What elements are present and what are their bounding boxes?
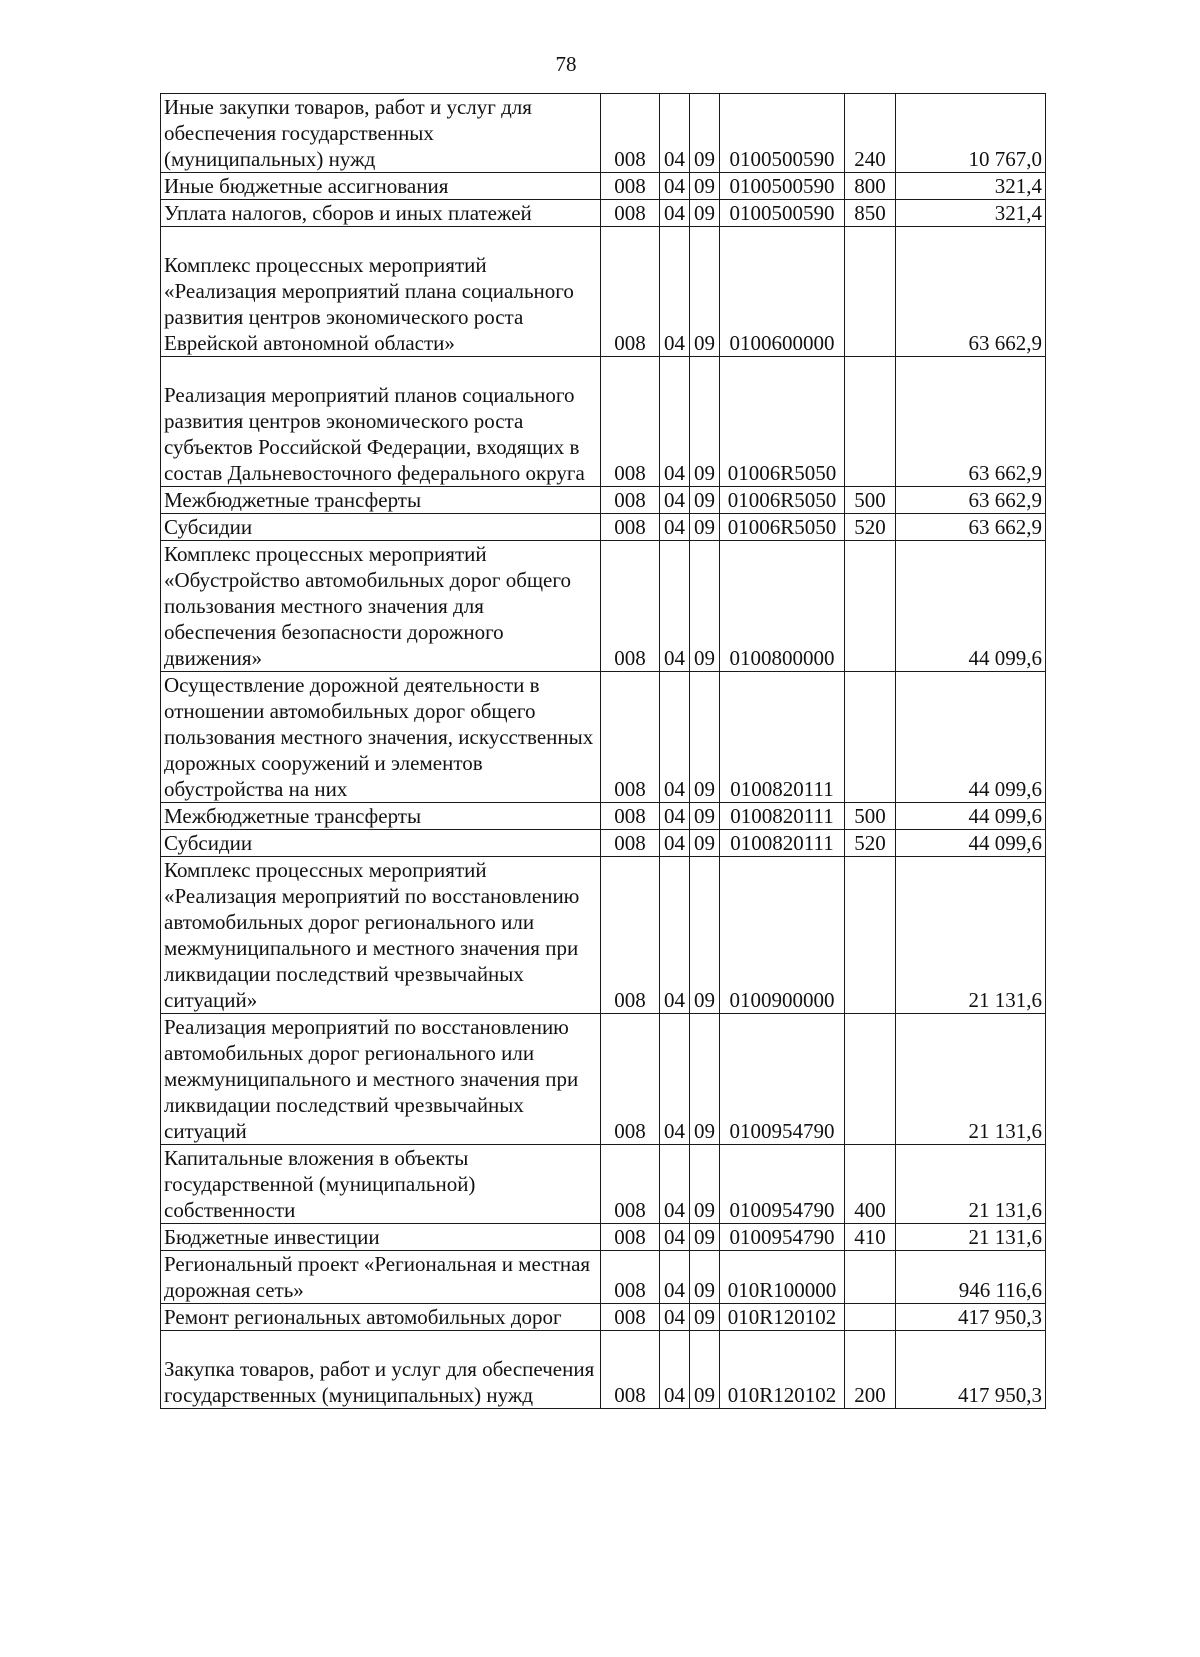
- target-article-code: 0100500590: [720, 173, 845, 200]
- amount: 21 131,6: [896, 1145, 1046, 1224]
- expense-type-code: 200: [845, 1331, 896, 1409]
- ministry-code: 008: [601, 1224, 660, 1251]
- section-code: 04: [660, 1145, 690, 1224]
- item-name: Иные закупки товаров, работ и услуг для обеспечения государственных (муниципальных) нужд: [161, 94, 601, 173]
- target-article-code: 0100820111: [720, 672, 845, 803]
- ministry-code: 008: [601, 1331, 660, 1409]
- expense-type-code: 520: [845, 830, 896, 857]
- section-code: 04: [660, 200, 690, 227]
- subsection-code: 09: [690, 514, 720, 541]
- subsection-code: 09: [690, 830, 720, 857]
- amount: 63 662,9: [896, 227, 1046, 357]
- target-article-code: 01006R5050: [720, 357, 845, 487]
- table-row: [161, 541, 1046, 672]
- item-name: Капитальные вложения в объекты государственной (муниципальной) собственности: [161, 1145, 601, 1224]
- ministry-code: 008: [601, 94, 660, 173]
- item-name: Закупка товаров, работ и услуг для обеспечения государственных (муниципальных) нужд: [161, 1331, 601, 1409]
- amount: 44 099,6: [896, 803, 1046, 830]
- section-code: 04: [660, 857, 690, 1014]
- section-code: 04: [660, 1224, 690, 1251]
- item-name: Межбюджетные трансферты: [161, 487, 601, 514]
- table-row: [161, 1014, 1046, 1145]
- expense-type-code: [845, 1304, 896, 1331]
- expense-type-code: [845, 857, 896, 1014]
- page-number: 78: [555, 52, 577, 76]
- expense-type-code: 800: [845, 173, 896, 200]
- expense-type-code: 410: [845, 1224, 896, 1251]
- ministry-code: 008: [601, 487, 660, 514]
- ministry-code: 008: [601, 1014, 660, 1145]
- budget-table: [160, 93, 1046, 1409]
- target-article-code: 010R100000: [720, 1251, 845, 1304]
- ministry-code: 008: [601, 227, 660, 357]
- subsection-code: 09: [690, 1014, 720, 1145]
- table-row: [161, 803, 1046, 830]
- ministry-code: 008: [601, 173, 660, 200]
- amount: 946 116,6: [896, 1251, 1046, 1304]
- expense-type-code: [845, 357, 896, 487]
- item-name: Бюджетные инвестиции: [161, 1224, 601, 1251]
- target-article-code: 0100500590: [720, 94, 845, 173]
- expense-type-code: 400: [845, 1145, 896, 1224]
- target-article-code: 0100800000: [720, 541, 845, 672]
- amount: 44 099,6: [896, 672, 1046, 803]
- ministry-code: 008: [601, 357, 660, 487]
- target-article-code: 0100820111: [720, 830, 845, 857]
- section-code: 04: [660, 487, 690, 514]
- expense-type-code: 500: [845, 487, 896, 514]
- section-code: 04: [660, 514, 690, 541]
- amount: 21 131,6: [896, 857, 1046, 1014]
- subsection-code: 09: [690, 357, 720, 487]
- item-name: Комплекс процессных мероприятий «Реализация мероприятий по восстановлению автомобильных дорог регионального или межмуниципального и местного значения при ликвидации последствий чрезвычайных ситуаций»: [161, 857, 601, 1014]
- ministry-code: 008: [601, 514, 660, 541]
- amount: 63 662,9: [896, 487, 1046, 514]
- target-article-code: 010R120102: [720, 1304, 845, 1331]
- table-row: [161, 1145, 1046, 1224]
- table-row: [161, 173, 1046, 200]
- item-name: Реализация мероприятий планов социального развития центров экономического роста субъектов Российской Федерации, входящих в состав Дальневосточного федерального округа: [161, 357, 601, 487]
- ministry-code: 008: [601, 1145, 660, 1224]
- expense-type-code: [845, 1251, 896, 1304]
- section-code: 04: [660, 173, 690, 200]
- section-code: 04: [660, 672, 690, 803]
- item-name: Межбюджетные трансферты: [161, 803, 601, 830]
- subsection-code: 09: [690, 857, 720, 1014]
- amount: 44 099,6: [896, 830, 1046, 857]
- item-name: Реализация мероприятий по восстановлению автомобильных дорог регионального или межмуниципального и местного значения при ликвидации последствий чрезвычайных ситуаций: [161, 1014, 601, 1145]
- item-name: Уплата налогов, сборов и иных платежей: [161, 200, 601, 227]
- ministry-code: 008: [601, 857, 660, 1014]
- target-article-code: 0100820111: [720, 803, 845, 830]
- expense-type-code: [845, 541, 896, 672]
- section-code: 04: [660, 1331, 690, 1409]
- table-row: [161, 200, 1046, 227]
- table-row: [161, 830, 1046, 857]
- amount: 321,4: [896, 200, 1046, 227]
- subsection-code: 09: [690, 487, 720, 514]
- section-code: 04: [660, 803, 690, 830]
- ministry-code: 008: [601, 541, 660, 672]
- ministry-code: 008: [601, 830, 660, 857]
- table-row: [161, 487, 1046, 514]
- section-code: 04: [660, 357, 690, 487]
- subsection-code: 09: [690, 94, 720, 173]
- ministry-code: 008: [601, 200, 660, 227]
- target-article-code: 0100900000: [720, 857, 845, 1014]
- target-article-code: 01006R5050: [720, 514, 845, 541]
- target-article-code: 0100500590: [720, 200, 845, 227]
- section-code: 04: [660, 541, 690, 672]
- item-name: Региональный проект «Региональная и местная дорожная сеть»: [161, 1251, 601, 1304]
- item-name: Комплекс процессных мероприятий «Реализация мероприятий плана социального развития центров экономического роста Еврейской автономной области»: [161, 227, 601, 357]
- table-row: [161, 1331, 1046, 1409]
- amount: 21 131,6: [896, 1224, 1046, 1251]
- table-row: [161, 514, 1046, 541]
- section-code: 04: [660, 1014, 690, 1145]
- subsection-code: 09: [690, 1145, 720, 1224]
- table-row: [161, 1304, 1046, 1331]
- item-name: Осуществление дорожной деятельности в отношении автомобильных дорог общего пользования местного значения, искусственных дорожных сооружений и элементов обустройства на них: [161, 672, 601, 803]
- section-code: 04: [660, 1251, 690, 1304]
- ministry-code: 008: [601, 803, 660, 830]
- subsection-code: 09: [690, 1304, 720, 1331]
- section-code: 04: [660, 94, 690, 173]
- item-name: Комплекс процессных мероприятий «Обустройство автомобильных дорог общего пользования местного значения для обеспечения безопасности дорожного движения»: [161, 541, 601, 672]
- amount: 63 662,9: [896, 357, 1046, 487]
- subsection-code: 09: [690, 541, 720, 672]
- table-row: [161, 227, 1046, 357]
- table-row: [161, 1224, 1046, 1251]
- expense-type-code: 850: [845, 200, 896, 227]
- amount: 21 131,6: [896, 1014, 1046, 1145]
- table-row: [161, 672, 1046, 803]
- subsection-code: 09: [690, 227, 720, 357]
- subsection-code: 09: [690, 672, 720, 803]
- subsection-code: 09: [690, 803, 720, 830]
- subsection-code: 09: [690, 1251, 720, 1304]
- section-code: 04: [660, 227, 690, 357]
- expense-type-code: [845, 1014, 896, 1145]
- ministry-code: 008: [601, 1304, 660, 1331]
- expense-type-code: 240: [845, 94, 896, 173]
- amount: 63 662,9: [896, 514, 1046, 541]
- target-article-code: 0100954790: [720, 1224, 845, 1251]
- target-article-code: 0100954790: [720, 1014, 845, 1145]
- amount: 321,4: [896, 173, 1046, 200]
- amount: 417 950,3: [896, 1304, 1046, 1331]
- subsection-code: 09: [690, 200, 720, 227]
- expense-type-code: [845, 227, 896, 357]
- item-name: Субсидии: [161, 514, 601, 541]
- target-article-code: 010R120102: [720, 1331, 845, 1409]
- table-row: [161, 94, 1046, 173]
- expense-type-code: 520: [845, 514, 896, 541]
- ministry-code: 008: [601, 672, 660, 803]
- amount: 10 767,0: [896, 94, 1046, 173]
- section-code: 04: [660, 1304, 690, 1331]
- table-body: [161, 94, 1046, 1409]
- subsection-code: 09: [690, 173, 720, 200]
- amount: 44 099,6: [896, 541, 1046, 672]
- target-article-code: 01006R5050: [720, 487, 845, 514]
- item-name: Ремонт региональных автомобильных дорог: [161, 1304, 601, 1331]
- item-name: Иные бюджетные ассигнования: [161, 173, 601, 200]
- subsection-code: 09: [690, 1331, 720, 1409]
- subsection-code: 09: [690, 1224, 720, 1251]
- target-article-code: 0100600000: [720, 227, 845, 357]
- section-code: 04: [660, 830, 690, 857]
- table-row: [161, 357, 1046, 487]
- item-name: Субсидии: [161, 830, 601, 857]
- expense-type-code: 500: [845, 803, 896, 830]
- amount: 417 950,3: [896, 1331, 1046, 1409]
- target-article-code: 0100954790: [720, 1145, 845, 1224]
- ministry-code: 008: [601, 1251, 660, 1304]
- expense-type-code: [845, 672, 896, 803]
- table-row: [161, 1251, 1046, 1304]
- table-row: [161, 857, 1046, 1014]
